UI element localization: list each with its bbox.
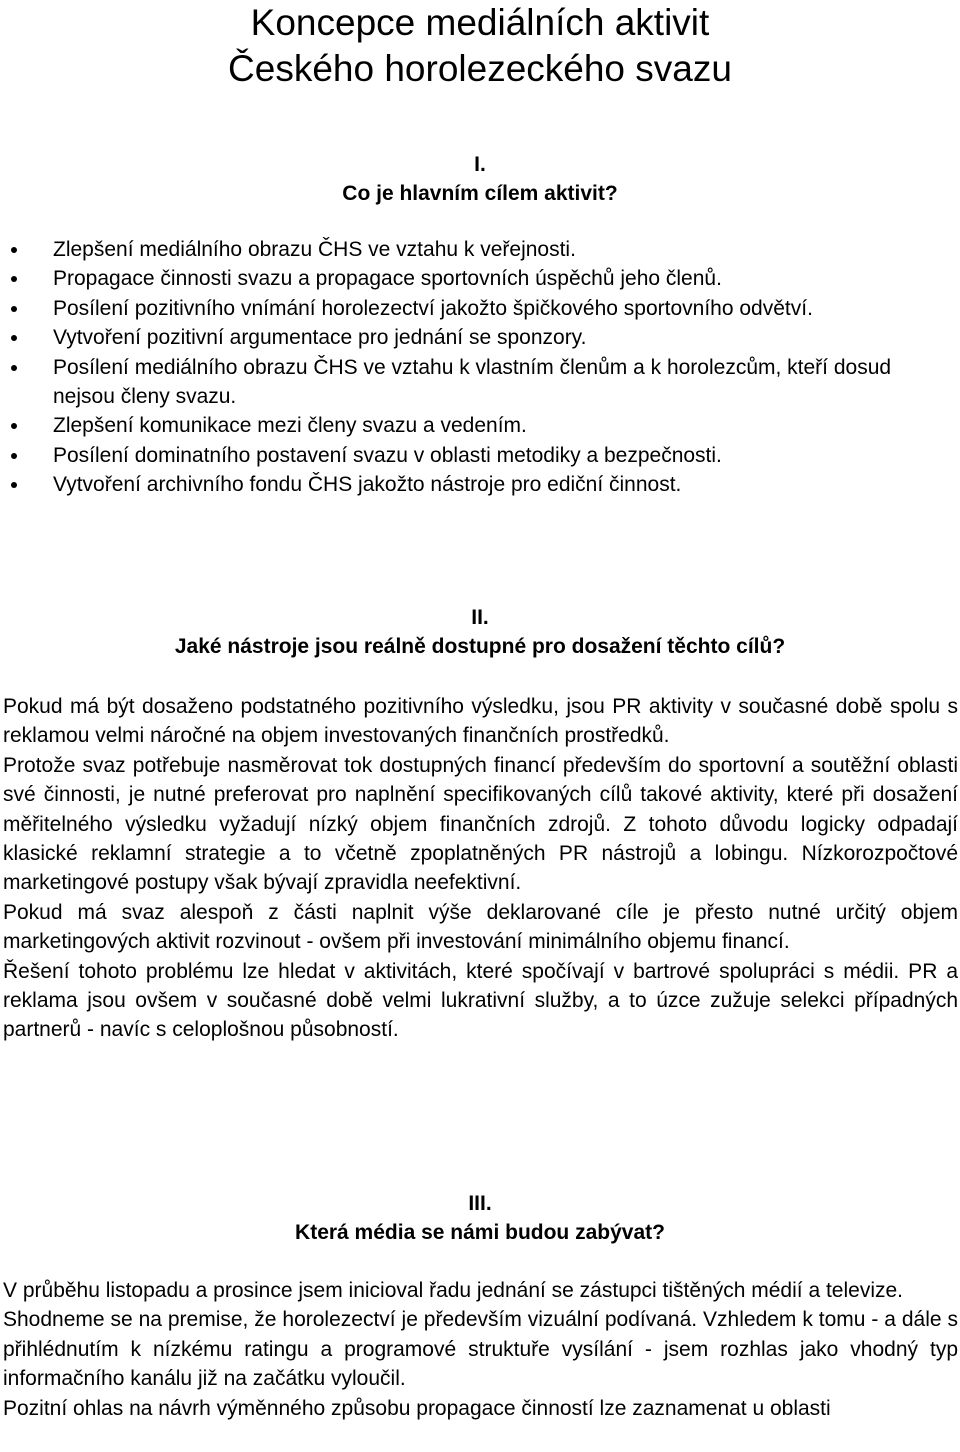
- document-title-line-1: Koncepce mediálních aktivit: [250, 2, 710, 43]
- section-2-title: Jaké nástroje jsou reálně dostupné pro dosažení těchto cílů?: [174, 635, 786, 658]
- goal-list-item: Posílení pozitivního vnímání horolezectví jakožto špičkového sportovního odvětví.: [0, 294, 960, 323]
- section-1-title: Co je hlavním cílem aktivit?: [342, 182, 618, 205]
- goal-list-item: Vytvoření pozitivní argumentace pro jednání se sponzory.: [0, 323, 960, 352]
- goal-list-item: Propagace činnosti svazu a propagace sportovních úspěchů jeho členů.: [0, 264, 960, 293]
- paragraph: Řešení tohoto problému lze hledat v aktivitách, které spočívají v bartrové spolupráci s médii. PR a reklama jsou ovšem v současné době velmi lukrativní služby, a to úzce zužuje selekci případných partnerů - navíc s celoplošnou působností.: [3, 959, 958, 1042]
- paragraph: Pokud má být dosaženo podstatného pozitivního výsledku, jsou PR aktivity v současné době spolu s reklamou velmi náročné na objem investovaných finančních prostředků.: [3, 695, 958, 748]
- document-title-line-2: Českého horolezeckého svazu: [228, 48, 732, 89]
- section-1-heading: [0, 150, 960, 208]
- goal-list-item: Zlepšení mediálního obrazu ČHS ve vztahu k veřejnosti.: [0, 235, 960, 264]
- goal-list-item: Vytvoření archivního fondu ČHS jakožto nástroje pro ediční činnost.: [0, 470, 960, 499]
- goal-list-item: Posílení mediálního obrazu ČHS ve vztahu k vlastním členům a k horolezcům, kteří dosud nejsou členy svazu.: [0, 353, 960, 412]
- document-title: [0, 0, 960, 92]
- goal-list-item: Zlepšení komunikace mezi členy svazu a vedením.: [0, 411, 960, 440]
- paragraph: Shodneme se na premise, že horolezectví je především vizuální podívaná. Vzhledem k tomu - a dále s přihlédnutím k nízkému ratingu a programové struktuře vysílání - jsem rozhlas jako vhodný typ informačního kanálu již na začátku vyloučil.: [3, 1308, 958, 1391]
- section-2-number: II.: [471, 606, 489, 629]
- section-2-heading: [0, 603, 960, 661]
- section-3-title: Která média se námi budou zabývat?: [295, 1221, 665, 1244]
- section-1-number: I.: [474, 153, 486, 176]
- paragraph: Protože svaz potřebuje nasměrovat tok dostupných financí především do sportovní a soutěžní oblasti své činnosti, je nutné preferovat pro naplnění specifikovaných cílů takové aktivity, které při dosažení měřitelného výsledku vyžadují nízký objem finančních zdrojů. Z tohoto důvodu logicky odpadají klasické reklamní strategie a to včetně zpoplatněných PR nástrojů a lobingu. Nízkorozpočtové marketingové postupy však bývají zpravidla neefektivní.: [3, 753, 958, 895]
- paragraph: Pozitní ohlas na návrh výměnného způsobu propagace činností lze zaznamenat u oblasti: [3, 1396, 831, 1420]
- section-3-number: III.: [468, 1192, 492, 1215]
- section-2-body: [3, 692, 958, 1045]
- section-3-body: [3, 1276, 958, 1423]
- section-3-heading: [0, 1189, 960, 1247]
- goal-list-item: Posílení dominatního postavení svazu v oblasti metodiky a bezpečnosti.: [0, 441, 960, 470]
- goals-bullet-list: [0, 235, 960, 500]
- paragraph: Pokud má svaz alespoň z části naplnit výše deklarované cíle je přesto nutné určitý objem marketingových aktivit rozvinout - ovšem při investování minimálního objemu financí.: [3, 900, 958, 954]
- paragraph: V průběhu listopadu a prosince jsem inicioval řadu jednání se zástupci tištěných médií a televize.: [3, 1279, 903, 1302]
